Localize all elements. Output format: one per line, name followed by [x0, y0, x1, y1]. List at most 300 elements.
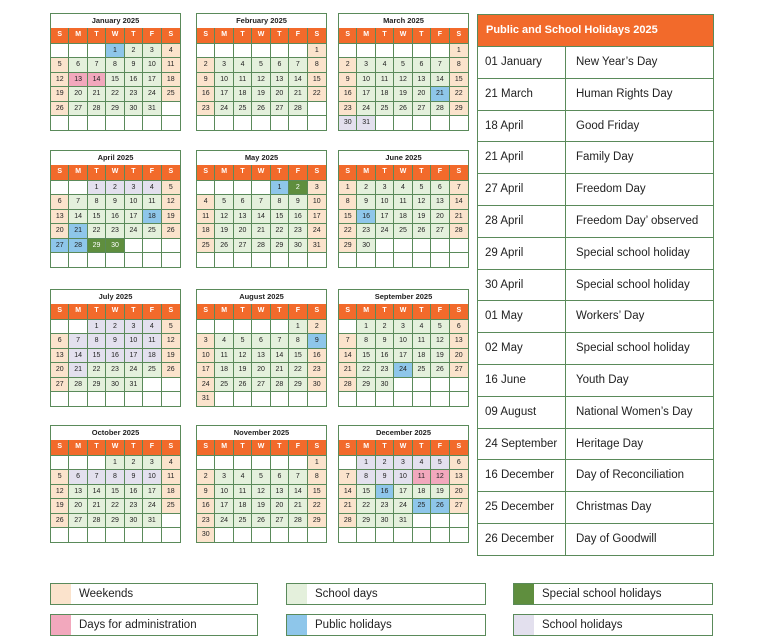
day-cell: 28 [289, 513, 307, 528]
weekday-header: S [51, 304, 69, 319]
day-cell: 31 [394, 513, 412, 528]
empty-cell [125, 238, 143, 253]
empty-cell [69, 180, 87, 195]
empty-cell [197, 252, 215, 267]
day-cell: 30 [376, 513, 394, 528]
holiday-date: 01 January [478, 47, 566, 78]
empty-cell [197, 43, 215, 58]
weekday-header: W [252, 165, 270, 180]
holiday-row [478, 332, 713, 364]
month-title: March 2025 [383, 16, 424, 25]
empty-cell [51, 319, 69, 334]
empty-cell [339, 455, 357, 470]
day-cell: 19 [252, 86, 270, 101]
day-cell: 30 [376, 377, 394, 392]
day-cell: 15 [357, 484, 375, 499]
day-cell: 3 [197, 333, 215, 348]
day-cell: 6 [271, 469, 289, 484]
day-cell: 8 [339, 194, 357, 209]
day-cell: 28 [431, 101, 449, 116]
weekend-swatch [51, 584, 71, 604]
month-calendar [338, 425, 469, 543]
weekday-header: T [376, 440, 394, 455]
day-cell: 23 [308, 362, 326, 377]
admin-day-swatch [51, 615, 71, 635]
weekday-header: T [125, 304, 143, 319]
weekday-header: M [69, 28, 87, 43]
day-cell: 12 [51, 72, 69, 87]
day-cell: 20 [69, 86, 87, 101]
day-cell: 18 [215, 362, 233, 377]
day-cell: 8 [357, 469, 375, 484]
day-cell: 22 [271, 223, 289, 238]
empty-cell [339, 319, 357, 334]
day-cell: 9 [125, 57, 143, 72]
day-cell: 7 [88, 57, 106, 72]
day-cell: 6 [431, 180, 449, 195]
day-cell: 18 [413, 348, 431, 363]
day-cell: 24 [308, 223, 326, 238]
day-cell: 1 [88, 180, 106, 195]
day-cell: 12 [431, 333, 449, 348]
weekday-header: F [289, 304, 307, 319]
day-cell: 18 [376, 86, 394, 101]
day-cell: 26 [394, 101, 412, 116]
empty-cell [215, 43, 233, 58]
day-cell: 21 [431, 86, 449, 101]
empty-cell [215, 391, 233, 406]
day-cell: 5 [162, 319, 180, 334]
weekday-header: S [162, 28, 180, 43]
weekday-header: M [357, 440, 375, 455]
day-cell: 21 [289, 498, 307, 513]
day-cell: 9 [197, 484, 215, 499]
day-cell: 27 [69, 513, 87, 528]
day-cell: 24 [394, 498, 412, 513]
day-cell: 21 [450, 209, 468, 224]
day-cell: 11 [162, 469, 180, 484]
day-cell: 13 [413, 72, 431, 87]
day-cell: 7 [289, 469, 307, 484]
day-cell: 29 [289, 377, 307, 392]
day-cell: 1 [308, 455, 326, 470]
day-cell: 5 [252, 57, 270, 72]
weekday-header: F [143, 28, 161, 43]
day-cell: 30 [106, 377, 124, 392]
empty-cell [289, 43, 307, 58]
month-title: October 2025 [91, 428, 140, 437]
day-cell: 15 [271, 209, 289, 224]
day-cell: 5 [431, 455, 449, 470]
day-cell: 19 [162, 209, 180, 224]
weekday-header: T [125, 28, 143, 43]
empty-cell [308, 101, 326, 116]
day-cell: 30 [106, 238, 124, 253]
empty-cell [450, 513, 468, 528]
weekday-header: W [252, 440, 270, 455]
day-cell: 25 [143, 223, 161, 238]
empty-cell [339, 43, 357, 58]
day-cell: 24 [143, 86, 161, 101]
day-cell: 13 [271, 72, 289, 87]
month-calendar [50, 150, 181, 268]
day-cell: 19 [51, 86, 69, 101]
month-calendar [196, 13, 327, 131]
empty-cell [431, 238, 449, 253]
day-cell: 13 [271, 484, 289, 499]
legend-public-holidays [286, 614, 486, 636]
day-cell: 26 [162, 362, 180, 377]
empty-cell [215, 115, 233, 130]
legend-school-days [286, 583, 486, 605]
holiday-table-title: Public and School Holidays 2025 [478, 15, 713, 46]
day-cell: 21 [88, 86, 106, 101]
empty-cell [339, 252, 357, 267]
empty-cell [450, 391, 468, 406]
day-cell: 3 [125, 180, 143, 195]
day-cell: 12 [51, 484, 69, 499]
holiday-name: Christmas Day [576, 501, 652, 514]
day-cell: 16 [376, 348, 394, 363]
holiday-row [478, 396, 713, 428]
weekday-header: T [271, 304, 289, 319]
day-cell: 2 [106, 180, 124, 195]
day-cell: 30 [339, 115, 357, 130]
day-cell: 5 [394, 57, 412, 72]
day-cell: 13 [234, 209, 252, 224]
empty-cell [357, 391, 375, 406]
legend-label: School days [315, 588, 378, 600]
day-cell: 20 [51, 362, 69, 377]
day-cell: 12 [234, 348, 252, 363]
empty-cell [51, 391, 69, 406]
day-cell: 17 [125, 348, 143, 363]
weekday-header: S [339, 304, 357, 319]
weekday-header: M [69, 165, 87, 180]
month-title: June 2025 [385, 153, 422, 162]
day-cell: 25 [376, 101, 394, 116]
day-cell: 29 [106, 513, 124, 528]
day-cell: 22 [308, 86, 326, 101]
day-cell: 18 [162, 484, 180, 499]
day-cell: 10 [215, 484, 233, 499]
empty-cell [450, 527, 468, 542]
empty-cell [234, 527, 252, 542]
month-title: April 2025 [97, 153, 134, 162]
holiday-date: 21 April [478, 142, 566, 173]
holiday-date: 29 April [478, 238, 566, 269]
day-cell: 17 [308, 209, 326, 224]
day-cell: 3 [215, 469, 233, 484]
day-cell: 3 [125, 319, 143, 334]
day-cell: 11 [413, 333, 431, 348]
day-cell: 6 [51, 194, 69, 209]
weekday-header: F [431, 165, 449, 180]
empty-cell [106, 252, 124, 267]
day-cell: 10 [125, 194, 143, 209]
empty-cell [271, 391, 289, 406]
day-cell: 10 [197, 348, 215, 363]
holiday-row [478, 491, 713, 523]
holiday-row [478, 428, 713, 460]
weekday-header: S [450, 440, 468, 455]
day-cell: 16 [376, 484, 394, 499]
day-cell: 14 [431, 72, 449, 87]
day-cell: 21 [339, 362, 357, 377]
empty-cell [252, 455, 270, 470]
empty-cell [271, 43, 289, 58]
day-cell: 28 [289, 101, 307, 116]
day-cell: 23 [197, 513, 215, 528]
empty-cell [215, 527, 233, 542]
weekday-header: M [357, 304, 375, 319]
day-cell: 18 [197, 223, 215, 238]
weekday-header: F [143, 165, 161, 180]
weekday-header: S [308, 165, 326, 180]
day-cell: 23 [357, 223, 375, 238]
day-cell: 25 [413, 498, 431, 513]
day-cell: 17 [394, 484, 412, 499]
day-cell: 27 [271, 513, 289, 528]
day-cell: 5 [162, 180, 180, 195]
day-cell: 5 [431, 319, 449, 334]
empty-cell [69, 43, 87, 58]
day-cell: 8 [106, 469, 124, 484]
day-cell: 9 [357, 194, 375, 209]
weekday-header: S [339, 28, 357, 43]
day-cell: 8 [450, 57, 468, 72]
month-calendar [50, 289, 181, 407]
empty-cell [252, 115, 270, 130]
day-cell: 11 [234, 484, 252, 499]
day-cell: 2 [125, 43, 143, 58]
day-cell: 17 [376, 209, 394, 224]
empty-cell [234, 252, 252, 267]
empty-cell [308, 527, 326, 542]
empty-cell [51, 455, 69, 470]
day-cell: 2 [289, 180, 307, 195]
holiday-date: 09 August [478, 397, 566, 428]
empty-cell [289, 252, 307, 267]
day-cell: 29 [357, 377, 375, 392]
day-cell: 12 [413, 194, 431, 209]
weekday-header: S [339, 440, 357, 455]
day-cell: 31 [357, 115, 375, 130]
weekday-header: W [252, 28, 270, 43]
day-cell: 20 [431, 209, 449, 224]
day-cell: 31 [143, 101, 161, 116]
weekday-header: S [308, 304, 326, 319]
day-cell: 5 [51, 57, 69, 72]
day-cell: 15 [289, 348, 307, 363]
day-cell: 31 [308, 238, 326, 253]
day-cell: 25 [162, 498, 180, 513]
day-cell: 16 [106, 209, 124, 224]
day-cell: 22 [339, 223, 357, 238]
day-cell: 27 [51, 238, 69, 253]
day-cell: 27 [252, 377, 270, 392]
day-cell: 5 [215, 194, 233, 209]
month-title: August 2025 [239, 292, 284, 301]
day-cell: 12 [215, 209, 233, 224]
weekday-header: M [69, 440, 87, 455]
legend-label: Weekends [79, 588, 134, 600]
empty-cell [376, 391, 394, 406]
weekday-header: T [376, 165, 394, 180]
empty-cell [197, 180, 215, 195]
day-cell: 19 [162, 348, 180, 363]
day-cell: 2 [357, 180, 375, 195]
empty-cell [271, 252, 289, 267]
empty-cell [357, 527, 375, 542]
empty-cell [431, 513, 449, 528]
day-cell: 6 [69, 469, 87, 484]
special-holiday-swatch [514, 584, 534, 604]
day-cell: 22 [289, 362, 307, 377]
holiday-name: Special school holiday [576, 246, 690, 259]
day-cell: 23 [125, 86, 143, 101]
day-cell: 6 [51, 333, 69, 348]
legend-label: Special school holidays [542, 588, 662, 600]
weekday-header: M [69, 304, 87, 319]
day-cell: 12 [162, 333, 180, 348]
day-cell: 6 [271, 57, 289, 72]
empty-cell [162, 238, 180, 253]
day-cell: 24 [125, 362, 143, 377]
empty-cell [162, 252, 180, 267]
day-cell: 9 [197, 72, 215, 87]
weekday-header: M [357, 28, 375, 43]
empty-cell [394, 43, 412, 58]
empty-cell [143, 252, 161, 267]
day-cell: 20 [271, 86, 289, 101]
day-cell: 21 [339, 498, 357, 513]
day-cell: 26 [413, 223, 431, 238]
day-cell: 1 [271, 180, 289, 195]
day-cell: 13 [69, 484, 87, 499]
day-cell: 4 [162, 43, 180, 58]
day-cell: 21 [271, 362, 289, 377]
weekday-header: S [51, 165, 69, 180]
weekday-header: S [162, 165, 180, 180]
day-cell: 7 [450, 180, 468, 195]
holiday-row [478, 523, 713, 555]
day-cell: 26 [252, 513, 270, 528]
day-cell: 28 [88, 513, 106, 528]
day-cell: 8 [88, 194, 106, 209]
month-calendar [196, 150, 327, 268]
day-cell: 31 [125, 377, 143, 392]
day-cell: 22 [308, 498, 326, 513]
day-cell: 24 [215, 513, 233, 528]
holiday-date: 18 April [478, 111, 566, 142]
empty-cell [69, 391, 87, 406]
day-cell: 19 [51, 498, 69, 513]
empty-cell [357, 43, 375, 58]
day-cell: 4 [394, 180, 412, 195]
weekday-header: W [394, 304, 412, 319]
day-cell: 3 [394, 319, 412, 334]
empty-cell [339, 391, 357, 406]
holiday-row [478, 237, 713, 269]
empty-cell [431, 391, 449, 406]
empty-cell [88, 252, 106, 267]
day-cell: 19 [215, 223, 233, 238]
day-cell: 23 [339, 101, 357, 116]
empty-cell [125, 391, 143, 406]
day-cell: 20 [69, 498, 87, 513]
weekday-header: F [289, 165, 307, 180]
day-cell: 20 [450, 348, 468, 363]
day-cell: 27 [234, 238, 252, 253]
day-cell: 7 [271, 333, 289, 348]
day-cell: 1 [339, 180, 357, 195]
empty-cell [234, 180, 252, 195]
day-cell: 18 [394, 209, 412, 224]
day-cell: 7 [69, 194, 87, 209]
day-cell: 2 [197, 57, 215, 72]
school-holiday-swatch [514, 615, 534, 635]
weekday-header: W [252, 304, 270, 319]
school-day-swatch [287, 584, 307, 604]
day-cell: 7 [339, 333, 357, 348]
month-calendar [338, 289, 469, 407]
holiday-row [478, 300, 713, 332]
day-cell: 4 [234, 469, 252, 484]
day-cell: 13 [69, 72, 87, 87]
day-cell: 19 [394, 86, 412, 101]
holiday-row [478, 141, 713, 173]
empty-cell [88, 527, 106, 542]
day-cell: 26 [162, 223, 180, 238]
day-cell: 16 [125, 72, 143, 87]
day-cell: 23 [106, 223, 124, 238]
empty-cell [252, 527, 270, 542]
day-cell: 7 [431, 57, 449, 72]
weekday-header: W [106, 440, 124, 455]
holiday-date: 28 April [478, 206, 566, 237]
day-cell: 10 [125, 333, 143, 348]
day-cell: 31 [143, 513, 161, 528]
day-cell: 20 [234, 223, 252, 238]
day-cell: 14 [289, 484, 307, 499]
weekday-header: T [271, 165, 289, 180]
holiday-row [478, 269, 713, 301]
day-cell: 27 [51, 377, 69, 392]
weekday-header: T [234, 440, 252, 455]
day-cell: 13 [431, 194, 449, 209]
empty-cell [431, 43, 449, 58]
month-calendar [50, 13, 181, 131]
month-title: December 2025 [375, 428, 432, 437]
weekday-header: F [143, 304, 161, 319]
weekday-header: S [197, 304, 215, 319]
day-cell: 2 [339, 57, 357, 72]
day-cell: 14 [450, 194, 468, 209]
day-cell: 16 [106, 348, 124, 363]
weekday-header: T [88, 440, 106, 455]
holiday-name: Freedom Day [576, 183, 646, 196]
day-cell: 1 [88, 319, 106, 334]
weekday-header: S [308, 28, 326, 43]
day-cell: 11 [376, 72, 394, 87]
empty-cell [88, 115, 106, 130]
empty-cell [234, 455, 252, 470]
empty-cell [143, 115, 161, 130]
day-cell: 12 [252, 72, 270, 87]
day-cell: 8 [88, 333, 106, 348]
day-cell: 30 [125, 101, 143, 116]
